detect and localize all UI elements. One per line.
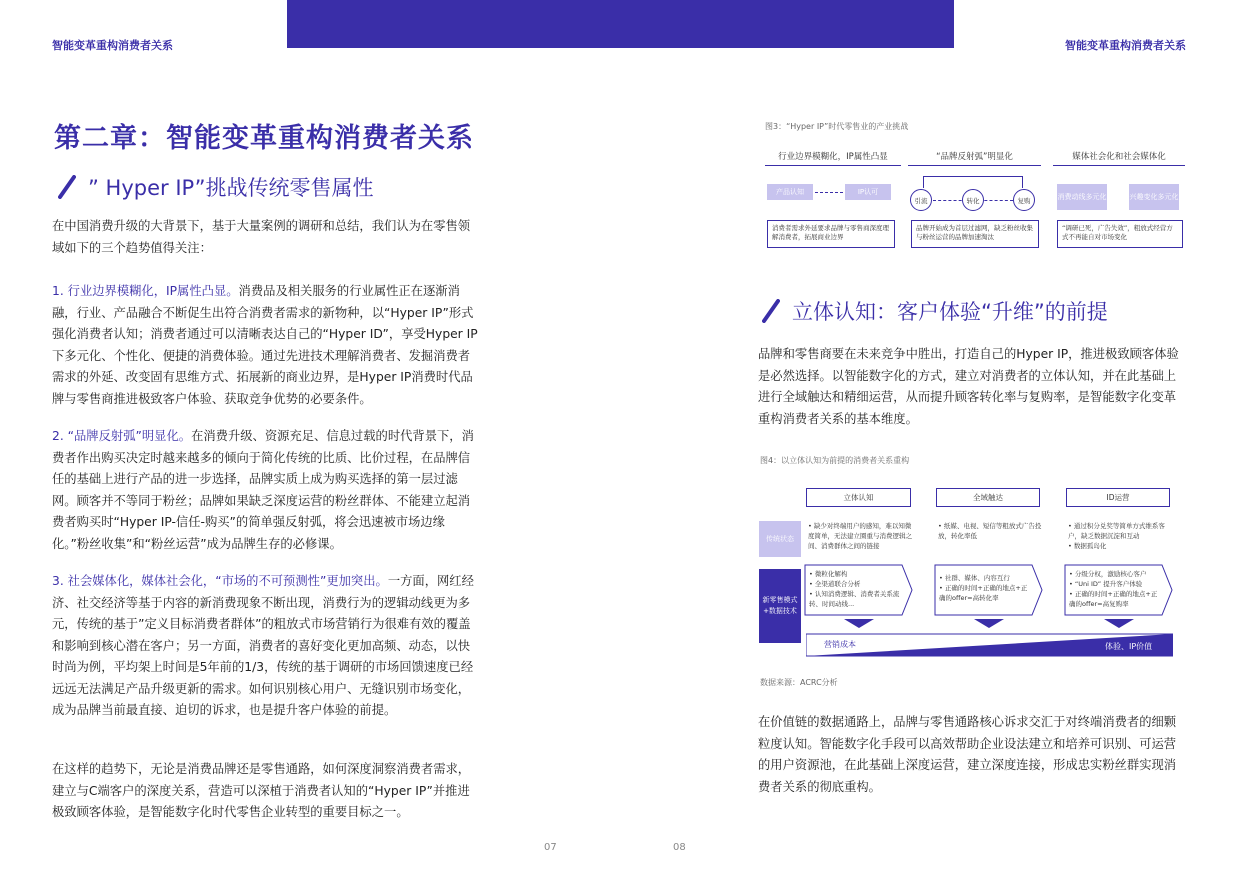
trend-item-1 bbox=[52, 281, 478, 410]
trend-item-lead: 2. “品牌反射弧”明显化。 bbox=[52, 429, 192, 443]
trend-item-lead: 3. 社会媒体化，媒体社会化，“市场的不可预测性”更加突出。 bbox=[52, 574, 388, 588]
section-title: 立体认知：客户体验“升维”的前提 bbox=[792, 300, 1108, 324]
fig3-description: “调研已死，广告失效”，粗放式经营方式不再能自对市场变化 bbox=[1057, 220, 1183, 248]
fig3-column-2 bbox=[908, 150, 1041, 166]
chapter-title: 第二章：智能变革重构消费者关系 bbox=[54, 123, 474, 154]
fig4-modern-cell: • 社群、媒体、内容互行 • 正确的时间+正确的地点+正确的offer=高转化率 bbox=[939, 574, 1028, 602]
fig3-column-3 bbox=[1053, 150, 1185, 166]
fig4-traditional-cell: • 通过积分兑奖等简单方式维系客户，缺乏数据沉淀和互动 • 数据孤岛化 bbox=[1068, 522, 1165, 550]
fig4-modern-cell: • 微粒化解构 • 全渠道联合分析 • 认知消费逻辑、消费者关系流转、时间动线... bbox=[809, 570, 900, 608]
page-number-right: 08 bbox=[673, 842, 686, 853]
fig3-box: IP认可 bbox=[845, 184, 891, 200]
slash-icon bbox=[58, 175, 76, 199]
fig3-description: 品牌开始成为首层过滤网，缺乏粉丝收集与粉丝运营的品牌加速淘汰 bbox=[911, 220, 1039, 248]
section-heading-hyper-ip bbox=[58, 172, 373, 202]
trend-item-body: 在消费升级、资源充足、信息过载的时代背景下，消费者作出购买决定时越来越多的倾向于简化传统的比质、比价过程，在品牌信任的基础上进行产品的进一步选择，品牌实质上成为购买选择的第一层过滤网。顾客并不等同于粉丝；品牌如果缺乏深度运营的粉丝群体、不能建立起消费者购买时“Hyper IP-信任-购买”的简单强反射弧，将会迅速被市场边缘化。”粉丝收集”和“粉丝运营”成为品牌生存的必修课。 bbox=[52, 429, 474, 551]
slash-icon bbox=[762, 299, 780, 323]
trend-item-3 bbox=[52, 571, 478, 722]
fig4-marketing-cost-label: 营销成本 bbox=[824, 640, 856, 649]
section-heading-3d-cognition bbox=[762, 296, 1108, 326]
fig4-column-header: ID运营 bbox=[1066, 488, 1170, 507]
fig3-loop-line bbox=[923, 176, 1023, 188]
right-paragraph-2: 在价值链的数据通路上，品牌与零售通路核心诉求交汇于对终端消费者的细颗粒度认知。智能数字化手段可以高效帮助企业设法建立和培养可识别、可运营的用户资源池，在此基础上深度运营，建立深度连接，形成忠实粉丝群实现消费者关系的彻底重构。 bbox=[758, 715, 1177, 794]
section-title: ” Hyper IP”挑战传统零售属性 bbox=[88, 176, 374, 200]
figure-4 bbox=[758, 485, 1186, 660]
down-arrow-icon bbox=[1104, 619, 1134, 629]
trend-item-lead: 1. 行业边界模糊化，IP属性凸显。 bbox=[52, 284, 239, 298]
figure-4-caption: 图4：以立体认知为前提的消费者关系重构 bbox=[760, 456, 910, 465]
fig3-box: 产品认知 bbox=[767, 184, 813, 200]
fig4-modern-cell: • 分级分权，激励核心客户 • “Uni ID” 提升客户体验 • 正确的时间+正确的地点+正确的offer=高复购率 bbox=[1069, 570, 1158, 608]
right-paragraph-1: 品牌和零售商要在未来竞争中胜出，打造自己的Hyper IP，推进极致顾客体验是必然选择。以智能数字化的方式，建立对消费者的立体认知，并在此基础上进行全域触达和精细运营，从而提升顾客转化率与复购率，是智能数字化变革重构消费者关系的基本维度。 bbox=[758, 347, 1179, 426]
fig3-column-title: “品牌反射弧”明显化 bbox=[908, 150, 1041, 166]
down-arrow-icon bbox=[974, 619, 1004, 629]
running-header-right: 智能变革重构消费者关系 bbox=[1065, 39, 1186, 52]
fig4-row-label-new-retail: 新零售模式+数据技术 bbox=[759, 569, 801, 643]
conclusion-paragraph: 在这样的趋势下，无论是消费品牌还是零售通路，如何深度洞察消费者需求，建立与C端客户的深度关系，营造可以深植于消费者认知的“Hyper IP”并推进极致顾客体验，是智能数字化时代零售企业转型的重要目标之一。 bbox=[52, 762, 471, 819]
fig4-traditional-cell: • 纸媒、电视、短信等粗放式广告投放，转化率低 bbox=[938, 522, 1042, 540]
fig4-traditional-cell: • 缺少对终端用户的感知，难以知微度简单，无法建立圈重与消费逻辑之间、消费群体之间的链接 bbox=[808, 522, 912, 550]
fig3-circle: 复购 bbox=[1013, 189, 1035, 211]
trend-item-body: 一方面，网红经济、社交经济等基于内容的新消费现象不断出现，消费行为的逻辑动线更为多元，传统的基于”定义目标消费者群体”的粗放式市场营销行为很难有效的覆盖和影响到核心潜在客户；另一方面，消费者的喜好变化更加高频、动态，以快时尚为例，平均架上时间是5年前的1/3，传统的基于调研的市场回馈速度已经远远无法满足产品升级更新的需求。如何识别核心用户、无缝识别市场变化，成为品牌当前最直接、迫切的诉求，也是提升客户体验的前提。 bbox=[52, 574, 474, 717]
top-color-bar bbox=[287, 0, 954, 48]
fig3-box: 兴趣变化多元化 bbox=[1129, 184, 1179, 210]
fig3-circle: 转化 bbox=[962, 189, 984, 211]
down-arrow-icon bbox=[844, 619, 874, 629]
fig4-column-header: 全域触达 bbox=[936, 488, 1040, 507]
fig3-column-title: 行业边界模糊化，IP属性凸显 bbox=[765, 150, 901, 166]
fig3-box: 消费动线多元化 bbox=[1057, 184, 1107, 210]
page-number-left: 07 bbox=[544, 842, 557, 853]
fig4-experience-value-label: 体验、IP价值 bbox=[1105, 642, 1153, 651]
figure-3-caption: 图3：“Hyper IP”时代零售业的产业挑战 bbox=[765, 122, 909, 131]
intro-paragraph: 在中国消费升级的大背景下，基于大量案例的调研和总结，我们认为在零售领域如下的三个趋势值得关注： bbox=[52, 219, 471, 255]
fig3-connector bbox=[815, 192, 843, 193]
trend-item-2 bbox=[52, 426, 478, 555]
fig4-row-label-traditional: 传统状态 bbox=[759, 521, 801, 557]
figure-4-source: 数据来源：ACRC分析 bbox=[760, 678, 838, 687]
figure-3 bbox=[765, 150, 1185, 260]
fig3-column-1 bbox=[765, 150, 901, 166]
fig3-description: 消费者需求外延要求品牌与零售商深度理解消费者，拓展商业边界 bbox=[767, 220, 895, 248]
running-header-left: 智能变革重构消费者关系 bbox=[52, 39, 173, 52]
fig3-circle: 引流 bbox=[910, 189, 932, 211]
trend-item-body: 消费品及相关服务的行业属性正在逐渐消融，行业、产品融合不断促生出符合消费者需求的新物种，以“Hyper IP”形式强化消费者认知；消费者通过可以清晰表达自己的“Hyper ID”，享受Hyper IP下多元化、个性化、便捷的消费体验。通过先进技术理解消费者、发掘消费者需求的外延、改变固有思维方式、拓展新的商业边界，是Hyper IP消费时代品牌与零售商推进极致客户体验、获取竞争优势的必要条件。 bbox=[52, 284, 478, 406]
fig3-column-title: 媒体社会化和社会媒体化 bbox=[1053, 150, 1185, 166]
fig4-column-header: 立体认知 bbox=[806, 488, 911, 507]
